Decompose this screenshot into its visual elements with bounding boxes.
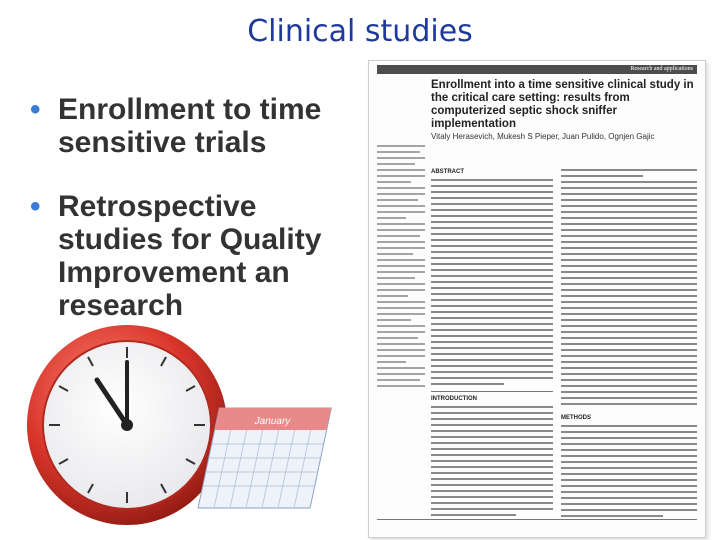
paper-header-band: [377, 65, 697, 74]
affiliation-column: [377, 145, 425, 391]
calendar-month: January: [253, 416, 292, 427]
bullet-dot-icon: •: [30, 93, 41, 126]
bullet-retrospective: [30, 190, 340, 322]
paper-title: Enrollment into a time sensitive clinical study in the critical care setting: results from computerized septic shock sniffer implementation: [431, 79, 694, 130]
bullet-text: Retrospective studies for Quality Improvement an research: [58, 190, 322, 322]
introduction-text: [431, 406, 553, 520]
methods-text: [561, 425, 697, 521]
footer-rule: [377, 519, 697, 520]
slide-title: Clinical studies: [247, 14, 473, 49]
abstract-text: [431, 179, 553, 389]
section-rule: [431, 391, 553, 392]
bullet-enrollment: [30, 93, 360, 159]
paper-authors: Vitaly Herasevich, Mukesh S Pieper, Juan Pulido, Ognjen Gajic: [431, 132, 655, 141]
bullet-text: Enrollment to time sensitive trials: [58, 93, 322, 159]
paper-screenshot: [368, 60, 706, 538]
right-column-text: [561, 169, 697, 409]
introduction-heading: INTRODUCTION: [431, 396, 477, 402]
calendar-icon: [195, 400, 340, 515]
methods-heading: METHODS: [561, 415, 591, 421]
paper-header-band-text: Research and applications: [630, 66, 693, 72]
abstract-heading: ABSTRACT: [431, 169, 464, 175]
bullet-dot-icon: •: [30, 190, 41, 223]
